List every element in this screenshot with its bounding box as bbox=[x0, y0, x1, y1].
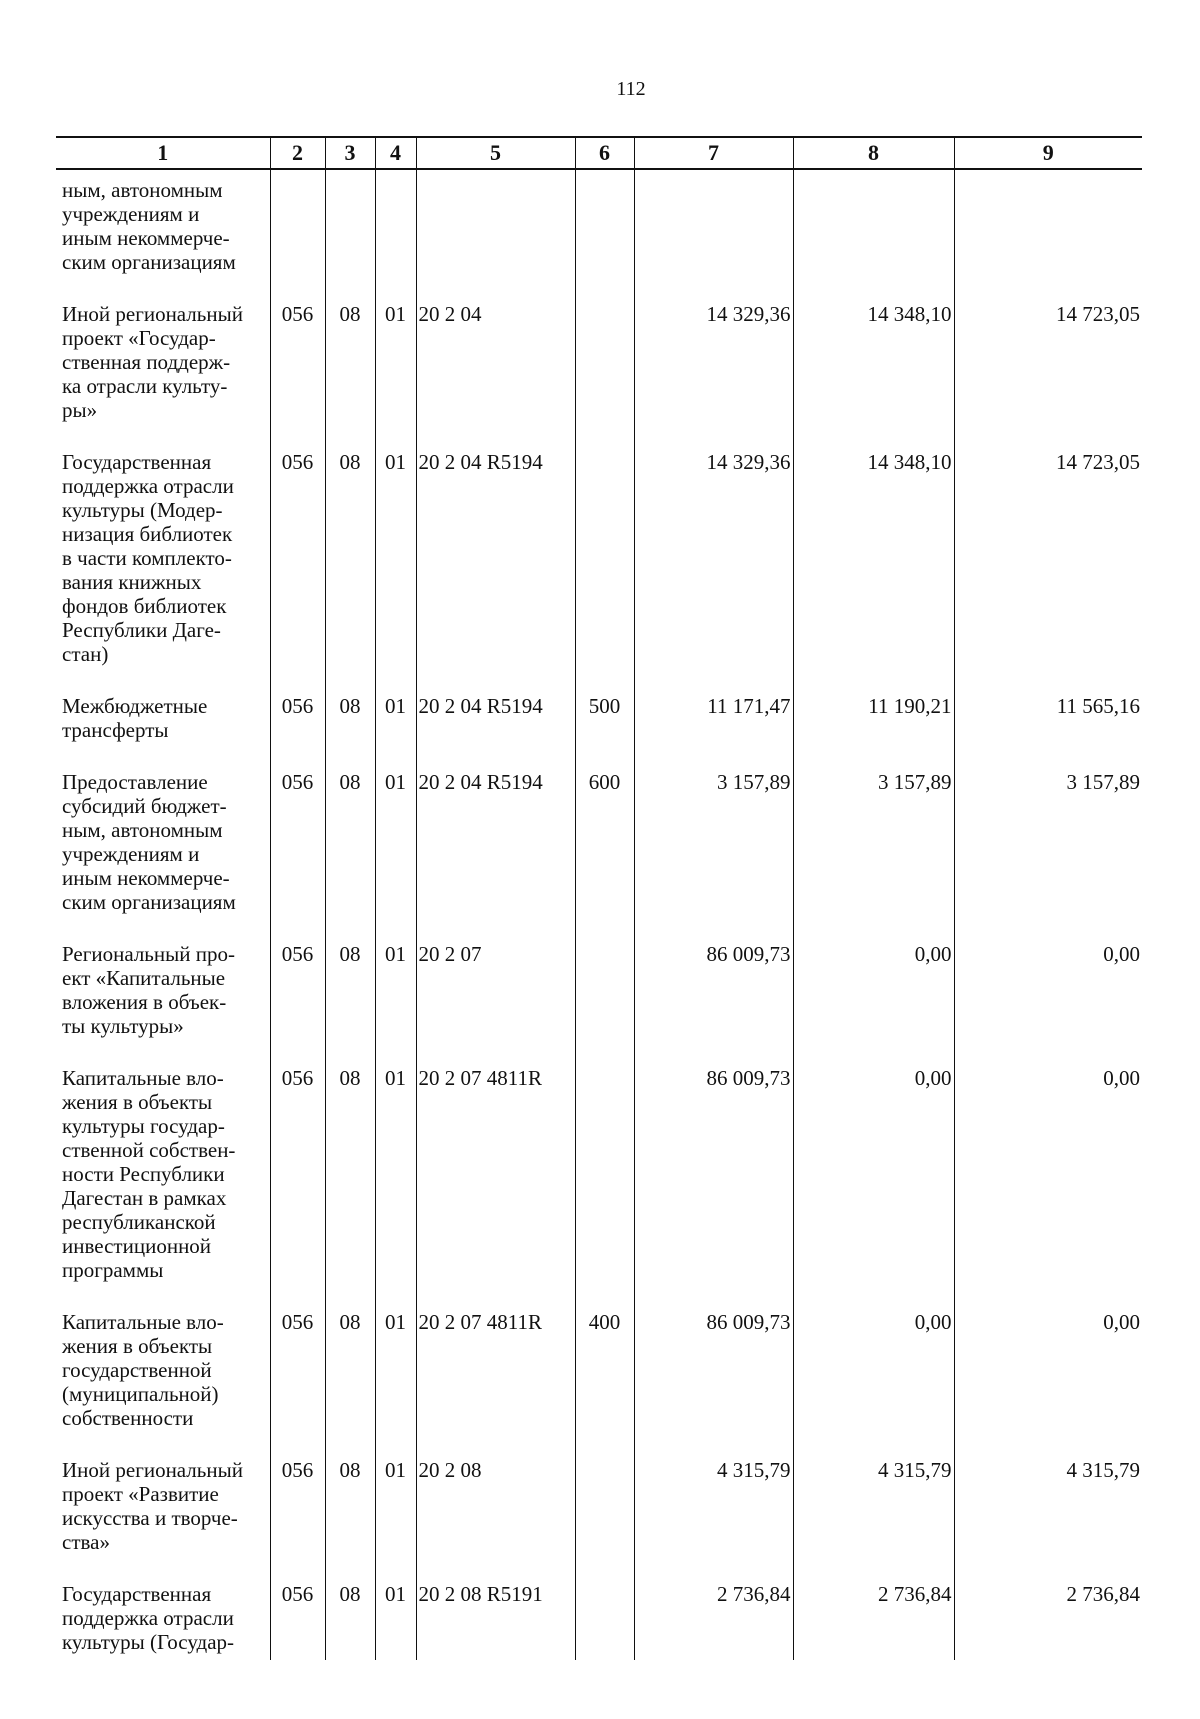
amount-year-2: 14 348,10 bbox=[793, 290, 954, 438]
section-code: 08 bbox=[325, 1298, 375, 1446]
ministry-code: 056 bbox=[270, 1570, 325, 1660]
subsection-code: 01 bbox=[375, 1570, 416, 1660]
row-description: Государственная поддержка отрасли культуры (Государ- bbox=[62, 1582, 235, 1654]
ministry-code bbox=[270, 169, 325, 290]
section-code: 08 bbox=[325, 1570, 375, 1660]
amount-year-1: 86 009,73 bbox=[634, 1298, 793, 1446]
amount-year-3: 11 565,16 bbox=[954, 682, 1142, 758]
row-description: Государственная поддержка отрасли культуры (Модер- низация библиотек в части комплекто- вания книжных фондов библиотек Республики Даге- стан) bbox=[62, 450, 234, 666]
target-article-code: 20 2 04 R5194 bbox=[416, 438, 575, 682]
expense-type-code bbox=[575, 438, 634, 682]
amount-year-2: 4 315,79 bbox=[793, 1446, 954, 1570]
column-header-2: 2 bbox=[270, 137, 325, 169]
expense-type-code: 600 bbox=[575, 758, 634, 930]
target-article-code: 20 2 04 R5194 bbox=[416, 682, 575, 758]
subsection-code: 01 bbox=[375, 930, 416, 1054]
column-header-5: 5 bbox=[416, 137, 575, 169]
ministry-code: 056 bbox=[270, 438, 325, 682]
amount-year-1: 86 009,73 bbox=[634, 930, 793, 1054]
expense-type-code bbox=[575, 290, 634, 438]
amount-year-2: 2 736,84 bbox=[793, 1570, 954, 1660]
subsection-code: 01 bbox=[375, 682, 416, 758]
amount-year-3: 0,00 bbox=[954, 930, 1142, 1054]
ministry-code: 056 bbox=[270, 930, 325, 1054]
target-article-code: 20 2 07 4811R bbox=[416, 1298, 575, 1446]
table-body bbox=[56, 169, 1142, 1660]
ministry-code: 056 bbox=[270, 1298, 325, 1446]
section-code: 08 bbox=[325, 290, 375, 438]
page-number: 112 bbox=[616, 78, 646, 100]
ministry-code: 056 bbox=[270, 682, 325, 758]
row-description: Иной региональный проект «Развитие искусства и творче- ства» bbox=[62, 1458, 243, 1554]
expense-type-code bbox=[575, 930, 634, 1054]
amount-year-1: 14 329,36 bbox=[634, 290, 793, 438]
column-header-9: 9 bbox=[954, 137, 1142, 169]
amount-year-3: 14 723,05 bbox=[954, 438, 1142, 682]
target-article-code: 20 2 07 bbox=[416, 930, 575, 1054]
subsection-code: 01 bbox=[375, 1054, 416, 1298]
target-article-code bbox=[416, 169, 575, 290]
amount-year-2: 0,00 bbox=[793, 930, 954, 1054]
header-row bbox=[56, 137, 1142, 169]
section-code: 08 bbox=[325, 438, 375, 682]
amount-year-1: 14 329,36 bbox=[634, 438, 793, 682]
table-row bbox=[56, 1446, 1142, 1570]
subsection-code: 01 bbox=[375, 290, 416, 438]
table-row bbox=[56, 1298, 1142, 1446]
budget-table bbox=[56, 136, 1142, 1660]
column-header-1: 1 bbox=[56, 137, 270, 169]
table-row bbox=[56, 930, 1142, 1054]
amount-year-2: 3 157,89 bbox=[793, 758, 954, 930]
target-article-code: 20 2 04 R5194 bbox=[416, 758, 575, 930]
amount-year-2: 0,00 bbox=[793, 1298, 954, 1446]
table-row bbox=[56, 682, 1142, 758]
subsection-code: 01 bbox=[375, 438, 416, 682]
subsection-code: 01 bbox=[375, 1298, 416, 1446]
column-header-7: 7 bbox=[634, 137, 793, 169]
expense-type-code: 500 bbox=[575, 682, 634, 758]
amount-year-2 bbox=[793, 169, 954, 290]
section-code: 08 bbox=[325, 758, 375, 930]
column-header-4: 4 bbox=[375, 137, 416, 169]
section-code: 08 bbox=[325, 1054, 375, 1298]
amount-year-1: 2 736,84 bbox=[634, 1570, 793, 1660]
expense-type-code bbox=[575, 1446, 634, 1570]
amount-year-1: 3 157,89 bbox=[634, 758, 793, 930]
row-description: Межбюджетные трансферты bbox=[62, 694, 208, 742]
section-code: 08 bbox=[325, 930, 375, 1054]
section-code: 08 bbox=[325, 682, 375, 758]
amount-year-3: 3 157,89 bbox=[954, 758, 1142, 930]
row-description: Иной региональный проект «Государ- ственная поддерж- ка отрасли культу- ры» bbox=[62, 302, 243, 422]
table-row bbox=[56, 290, 1142, 438]
amount-year-1: 86 009,73 bbox=[634, 1054, 793, 1298]
amount-year-1: 11 171,47 bbox=[634, 682, 793, 758]
column-header-6: 6 bbox=[575, 137, 634, 169]
amount-year-2: 11 190,21 bbox=[793, 682, 954, 758]
table-row bbox=[56, 1054, 1142, 1298]
ministry-code: 056 bbox=[270, 758, 325, 930]
target-article-code: 20 2 08 R5191 bbox=[416, 1570, 575, 1660]
ministry-code: 056 bbox=[270, 1054, 325, 1298]
row-description: Капитальные вло- жения в объекты культуры государ- ственной собствен- ности Республики Дагестан в рамках республиканской инвестиционной программы bbox=[62, 1066, 236, 1282]
amount-year-1: 4 315,79 bbox=[634, 1446, 793, 1570]
row-description: Капитальные вло- жения в объекты государственной (муниципальной) собственности bbox=[62, 1310, 224, 1430]
target-article-code: 20 2 04 bbox=[416, 290, 575, 438]
subsection-code: 01 bbox=[375, 1446, 416, 1570]
table-row bbox=[56, 438, 1142, 682]
section-code: 08 bbox=[325, 1446, 375, 1570]
table-row bbox=[56, 169, 1142, 290]
expense-type-code bbox=[575, 1054, 634, 1298]
subsection-code bbox=[375, 169, 416, 290]
amount-year-3: 14 723,05 bbox=[954, 290, 1142, 438]
target-article-code: 20 2 07 4811R bbox=[416, 1054, 575, 1298]
amount-year-3 bbox=[954, 169, 1142, 290]
amount-year-3: 0,00 bbox=[954, 1298, 1142, 1446]
row-description: ным, автономным учреждениям и иным некоммерче- ским организациям bbox=[62, 178, 236, 274]
expense-type-code bbox=[575, 1570, 634, 1660]
row-description: Предоставление субсидий бюджет- ным, автономным учреждениям и иным некоммерче- ским организациям bbox=[62, 770, 236, 914]
target-article-code: 20 2 08 bbox=[416, 1446, 575, 1570]
expense-type-code bbox=[575, 169, 634, 290]
column-header-3: 3 bbox=[325, 137, 375, 169]
ministry-code: 056 bbox=[270, 1446, 325, 1570]
amount-year-3: 2 736,84 bbox=[954, 1570, 1142, 1660]
table-row bbox=[56, 1570, 1142, 1660]
column-header-8: 8 bbox=[793, 137, 954, 169]
amount-year-3: 0,00 bbox=[954, 1054, 1142, 1298]
amount-year-2: 14 348,10 bbox=[793, 438, 954, 682]
subsection-code: 01 bbox=[375, 758, 416, 930]
section-code bbox=[325, 169, 375, 290]
amount-year-3: 4 315,79 bbox=[954, 1446, 1142, 1570]
row-description: Региональный про- ект «Капитальные вложения в объек- ты культуры» bbox=[62, 942, 235, 1038]
amount-year-1 bbox=[634, 169, 793, 290]
table-row bbox=[56, 758, 1142, 930]
ministry-code: 056 bbox=[270, 290, 325, 438]
expense-type-code: 400 bbox=[575, 1298, 634, 1446]
amount-year-2: 0,00 bbox=[793, 1054, 954, 1298]
